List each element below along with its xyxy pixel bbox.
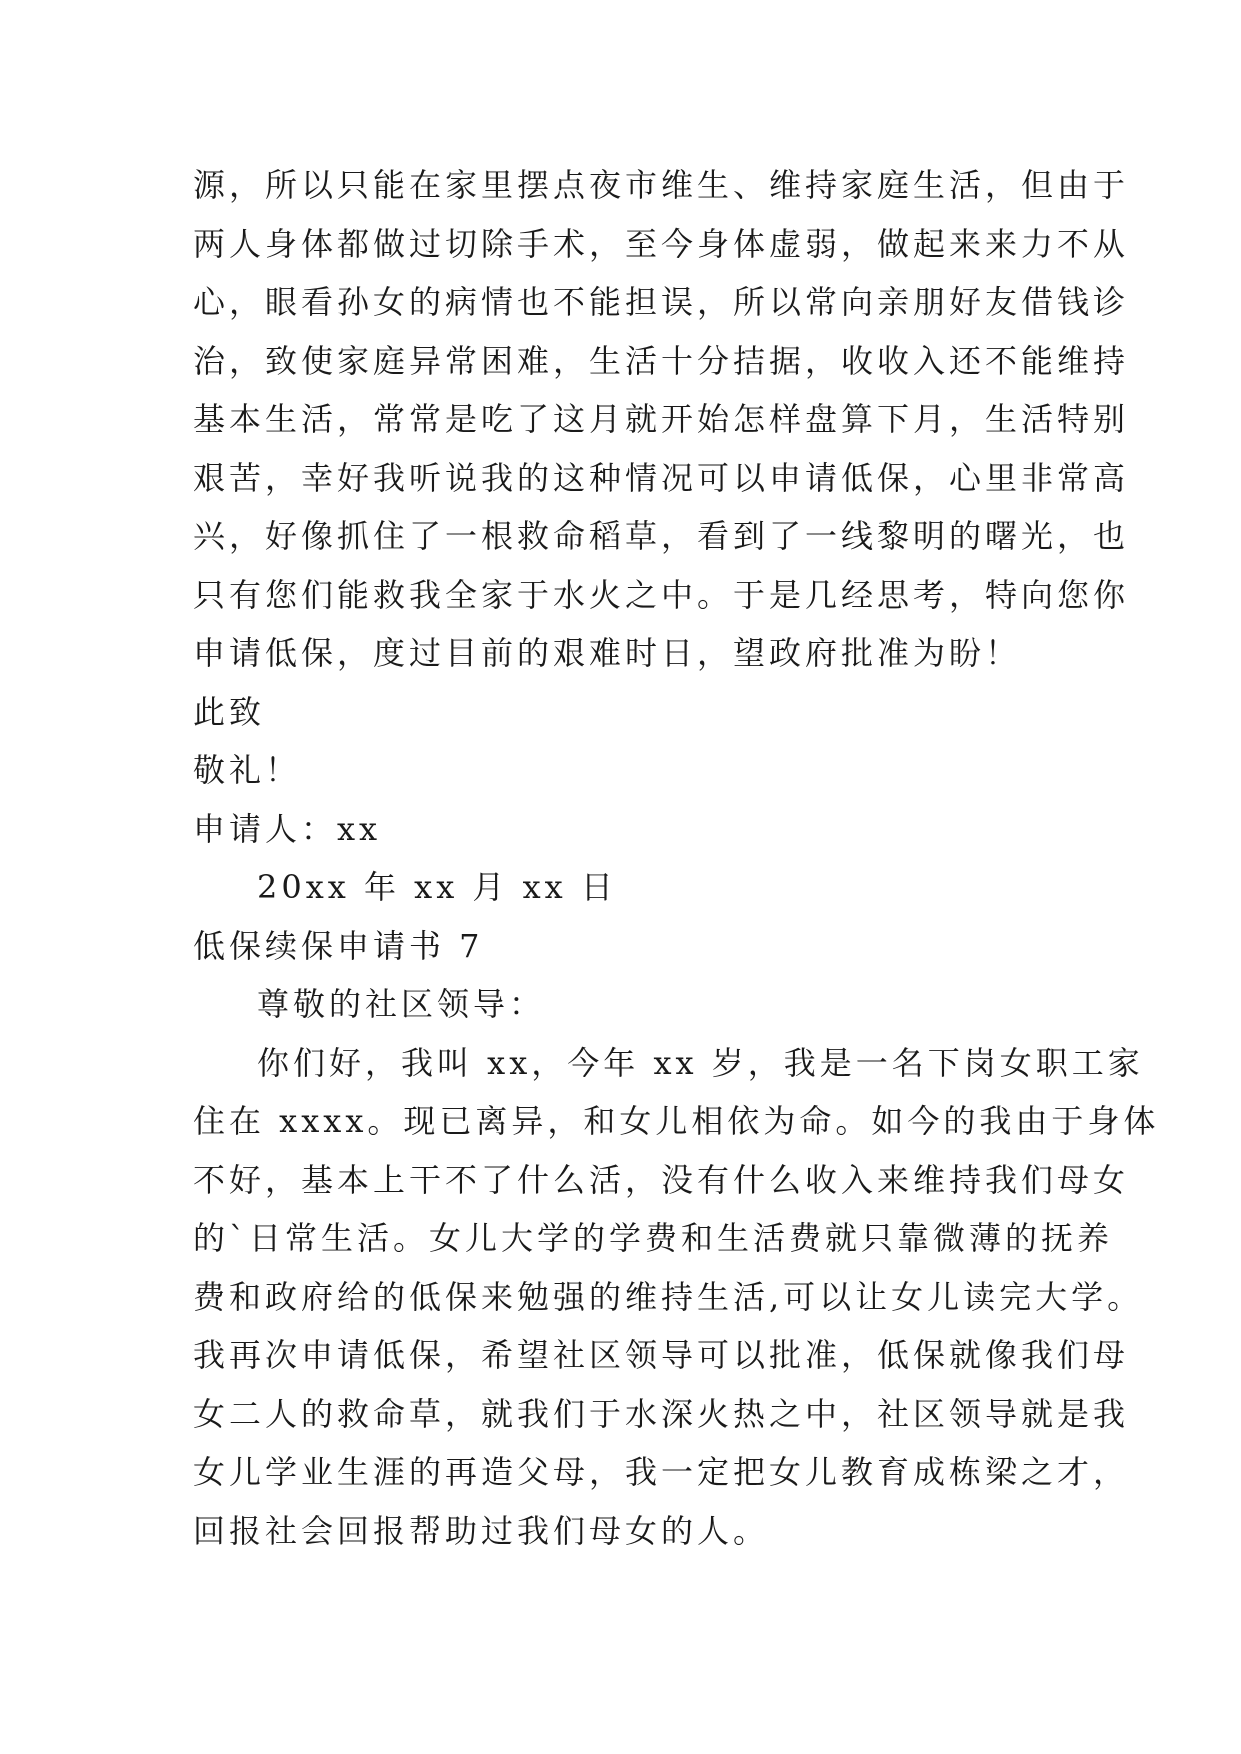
paragraph-line: 源，所以只能在家里摆点夜市维生、维持家庭生活，但由于 [193,166,1130,204]
section-title: 低保续保申请书 7 [193,926,484,965]
greeting: 尊敬的社区领导： [257,985,546,1023]
paragraph-line: 申请低保，度过目前的艰难时日，望政府批准为盼！ [193,634,1022,672]
paragraph-line: 不好，基本上干不了什么活，没有什么收入来维持我们母女 [193,1160,1130,1199]
paragraph-line: 治，致使家庭异常困难，生活十分拮据，收收入还不能维持 [193,341,1130,380]
paragraph-line: 你们好，我叫 xx，今年 xx 岁，我是一名下岗女职工家 [257,1043,1144,1082]
paragraph-line: 回报社会回报帮助过我们母女的人。 [193,1511,770,1550]
paragraph-line: 兴，好像抓住了一根救命稻草，看到了一线黎明的曙光，也 [193,517,1130,555]
paragraph-line: 只有您们能救我全家于水火之中。于是几经思考，特向您你 [193,575,1130,614]
closing-respect: 敬礼！ [193,751,302,789]
paragraph-line: 住在 xxxx。现已离异，和女儿相依为命。如今的我由于身体 [193,1102,1160,1140]
paragraph-line: 艰苦，幸好我听说我的这种情况可以申请低保，心里非常高 [193,458,1130,497]
paragraph-line: 两人身体都做过切除手术，至今身体虚弱，做起来来力不从 [193,224,1130,263]
paragraph-line: 女二人的救命草，就我们于水深火热之中，社区领导就是我 [193,1394,1130,1433]
paragraph-line: 女儿学业生涯的再造父母，我一定把女儿教育成栋梁之才， [193,1453,1130,1491]
date-line: 20xx 年 xx 月 xx 日 [257,868,617,906]
paragraph-line: 心，眼看孙女的病情也不能担误，所以常向亲朋好友借钱诊 [193,283,1130,321]
document-body [193,156,1160,1560]
closing-salutation: 此致 [193,692,266,731]
applicant-signature: 申请人：xx [193,809,382,848]
paragraph-line: 费和政府给的低保来勉强的维持生活,可以让女儿读完大学。 [193,1277,1144,1316]
paragraph-line: 基本生活，常常是吃了这月就开始怎样盘算下月，生活特别 [193,400,1130,438]
paragraph-line: 我再次申请低保，希望社区领导可以批准，低保就像我们母 [193,1336,1130,1374]
paragraph-line: 的`日常生活。女儿大学的学费和生活费就只靠微薄的抚养 [193,1219,1114,1257]
